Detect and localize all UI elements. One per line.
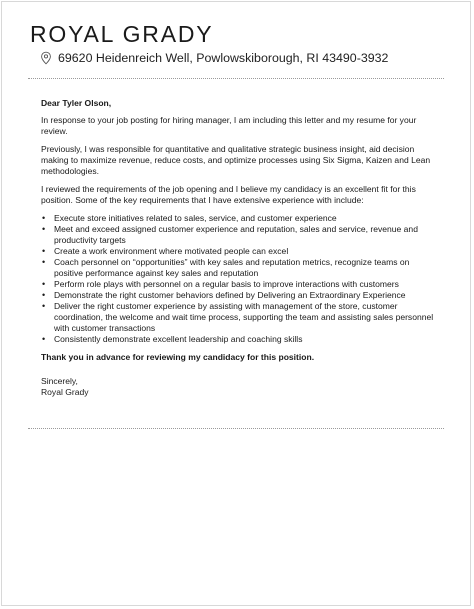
location-pin-icon [40, 51, 52, 65]
list-item: • Coach personnel on “opportunities” with key sales and reputation metrics, recognize teams on positive performance against key sales and reputation [41, 257, 437, 279]
requirements-list [41, 213, 437, 345]
signature-name: Royal Grady [41, 387, 89, 397]
address-text: 69620 Heidenreich Well, Powlowskiborough, RI 43490-3932 [58, 51, 389, 65]
list-item: • Consistently demonstrate excellent leadership and coaching skills [41, 334, 437, 345]
list-item: • Create a work environment where motivated people can excel [41, 246, 437, 257]
list-item: • Meet and exceed assigned customer experience and reputation, sales and service, revenue and productivity targets [41, 224, 437, 246]
applicant-name: ROYAL GRADY [30, 21, 214, 47]
signoff-text: Sincerely, [41, 376, 78, 386]
paragraph: I reviewed the requirements of the job opening and I believe my candidacy is an excellent fit for this position. Some of the key requirements that I have extensive experience with include: [41, 184, 416, 205]
list-item: • Deliver the right customer experience by assisting with management of the store, customer coordination, the welcome and wait time process, supporting the team and assisting sales personnel with customer transactions [41, 301, 437, 334]
bottom-divider [28, 428, 444, 429]
list-item: • Demonstrate the right customer behaviors defined by Delivering an Extraordinary Experience [41, 290, 437, 301]
list-item: • Perform role plays with personnel on a regular basis to improve interactions with customers [41, 279, 437, 290]
paragraph: In response to your job posting for hiring manager, I am including this letter and my resume for your review. [41, 115, 417, 136]
signoff [41, 376, 437, 398]
closing-statement: Thank you in advance for reviewing my candidacy for this position. [41, 352, 315, 362]
top-divider [28, 78, 444, 79]
greeting: Dear Tyler Olson, [41, 98, 112, 108]
address-line [40, 49, 388, 67]
paragraph: Previously, I was responsible for quantitative and qualitative strategic business insight, aid decision making to maximize revenue, reduce costs, and optimize processes using Six Sigma, Kaizen and Lean methodologies. [41, 144, 431, 176]
letter-body [41, 98, 437, 398]
list-item: • Execute store initiatives related to sales, service, and customer experience [41, 213, 437, 224]
